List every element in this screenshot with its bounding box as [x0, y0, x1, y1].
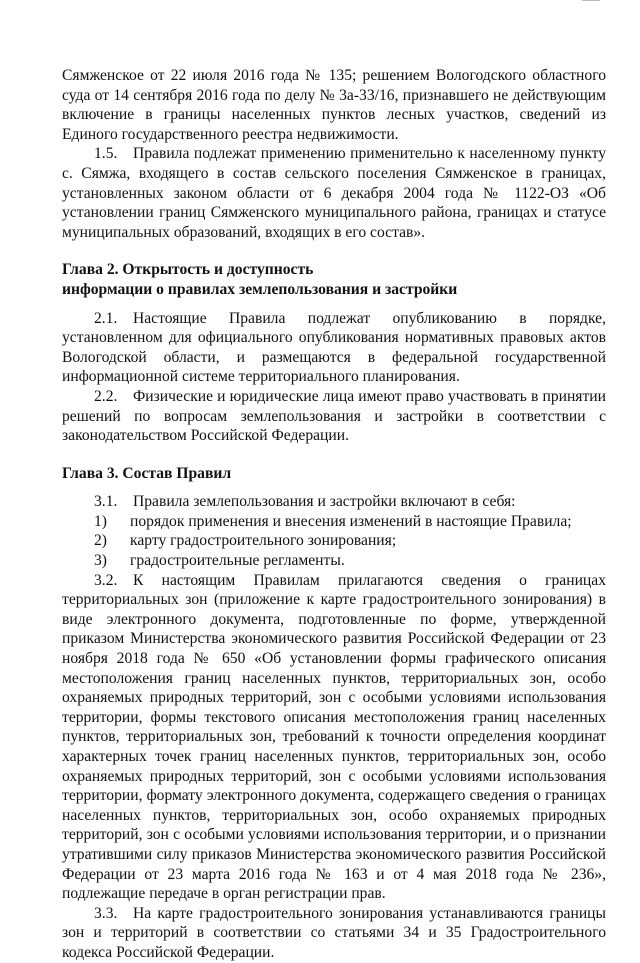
list-item [62, 551, 606, 571]
chapter-3-heading [62, 464, 606, 484]
paragraph-3-3: 3.3. На карте градостроительного зонирования устанавливаются границы зон и территорий в соответствии со статьями 34 и 35 Градостроительного кодекса Российской Федерации. [62, 904, 606, 961]
paragraph-3-1: 3.1. Правила землепользования и застройки включают в себя: [94, 493, 516, 511]
list-item [62, 512, 606, 532]
paragraph-1-5: 1.5. Правила подлежат применению применительно к населенному пункту с. Сямжа, входящего в состав сельского поселения Сямженское в границах, установленных законом области от 6 декабря 2004 года № 1122-ОЗ «Об установлении границ Сямженского муниципального района, границах и статусе муниципальных образований, входящих в его состав». [62, 145, 606, 241]
chapter-3-title: Глава 3. Состав Правил [62, 464, 232, 482]
chapter-2-heading [62, 260, 606, 299]
list-item-number: 3) [94, 552, 107, 570]
paragraph-3-2: 3.2. К настоящим Правилам прилагаются сведения о границах территориальных зон (приложение к карте градостроительного зонирования) в виде электронного документа, подготовленные по форме, утвержденной приказом Министерства экономического развития Российской Федерации от 23 ноября 2018 года № 650 «Об установлении формы графического описания местоположения границ населенных пунктов, территориальных зон, особо охраняемых природных территорий, зон с особыми условиями использования территории, формы текстового описания местоположения границ населенных пунктов, территориальных зон, требований к точности определения координат характерных точек границ населенных пунктов, территориальных зон, особо охраняемых природных территорий, зон с особыми условиями использования территории, формату электронного документа, содержащего сведения о границах населенных пунктов, территориальных зон, особо охраняемых природных территорий, зон с особыми условиями использования территории, и о признании утратившими силу приказов Министерства экономического развития Российской Федерации от 23 марта 2016 года № 163 и от 4 мая 2018 года № 236», подлежащие передаче в орган регистрации прав. [62, 571, 606, 903]
chapter-2-title: Глава 2. Открытость и доступность [62, 261, 314, 279]
list-item-number: 2) [94, 532, 107, 550]
list-3-1 [62, 512, 606, 571]
list-item [62, 531, 606, 551]
document-body [62, 66, 606, 963]
chapter-2-subtitle: информации о правилах землепользования и застройки [62, 280, 458, 298]
paragraph-continuation: Сямженское от 22 июля 2016 года № 135; решением Вологодского областного суда от 14 сентября 2016 года по делу № 3а-33/16, признавшего не действующим включение в границы населенных пунктов лесных участков, сведений из Единого государственного реестра недвижимости. [62, 67, 606, 143]
list-item-text: карту градостроительного зонирования; [130, 532, 397, 550]
page-corner-mark [582, 0, 600, 4]
list-item-text: градостроительные регламенты. [130, 552, 345, 570]
paragraph-2-2: 2.2. Физические и юридические лица имеют право участвовать в принятии решений по вопросам землепользования и застройки в соответствии с законодательством Российской Федерации. [62, 387, 606, 445]
list-item-number: 1) [94, 512, 107, 530]
paragraph-2-1: 2.1. Настоящие Правила подлежат опубликованию в порядке, установленном для официального опубликования нормативных правовых актов Вологодской области, и размещаются в федеральной государственной информационной системе территориального планирования. [62, 309, 606, 386]
list-item-text: порядок применения и внесения изменений в настоящие Правила; [130, 512, 572, 530]
